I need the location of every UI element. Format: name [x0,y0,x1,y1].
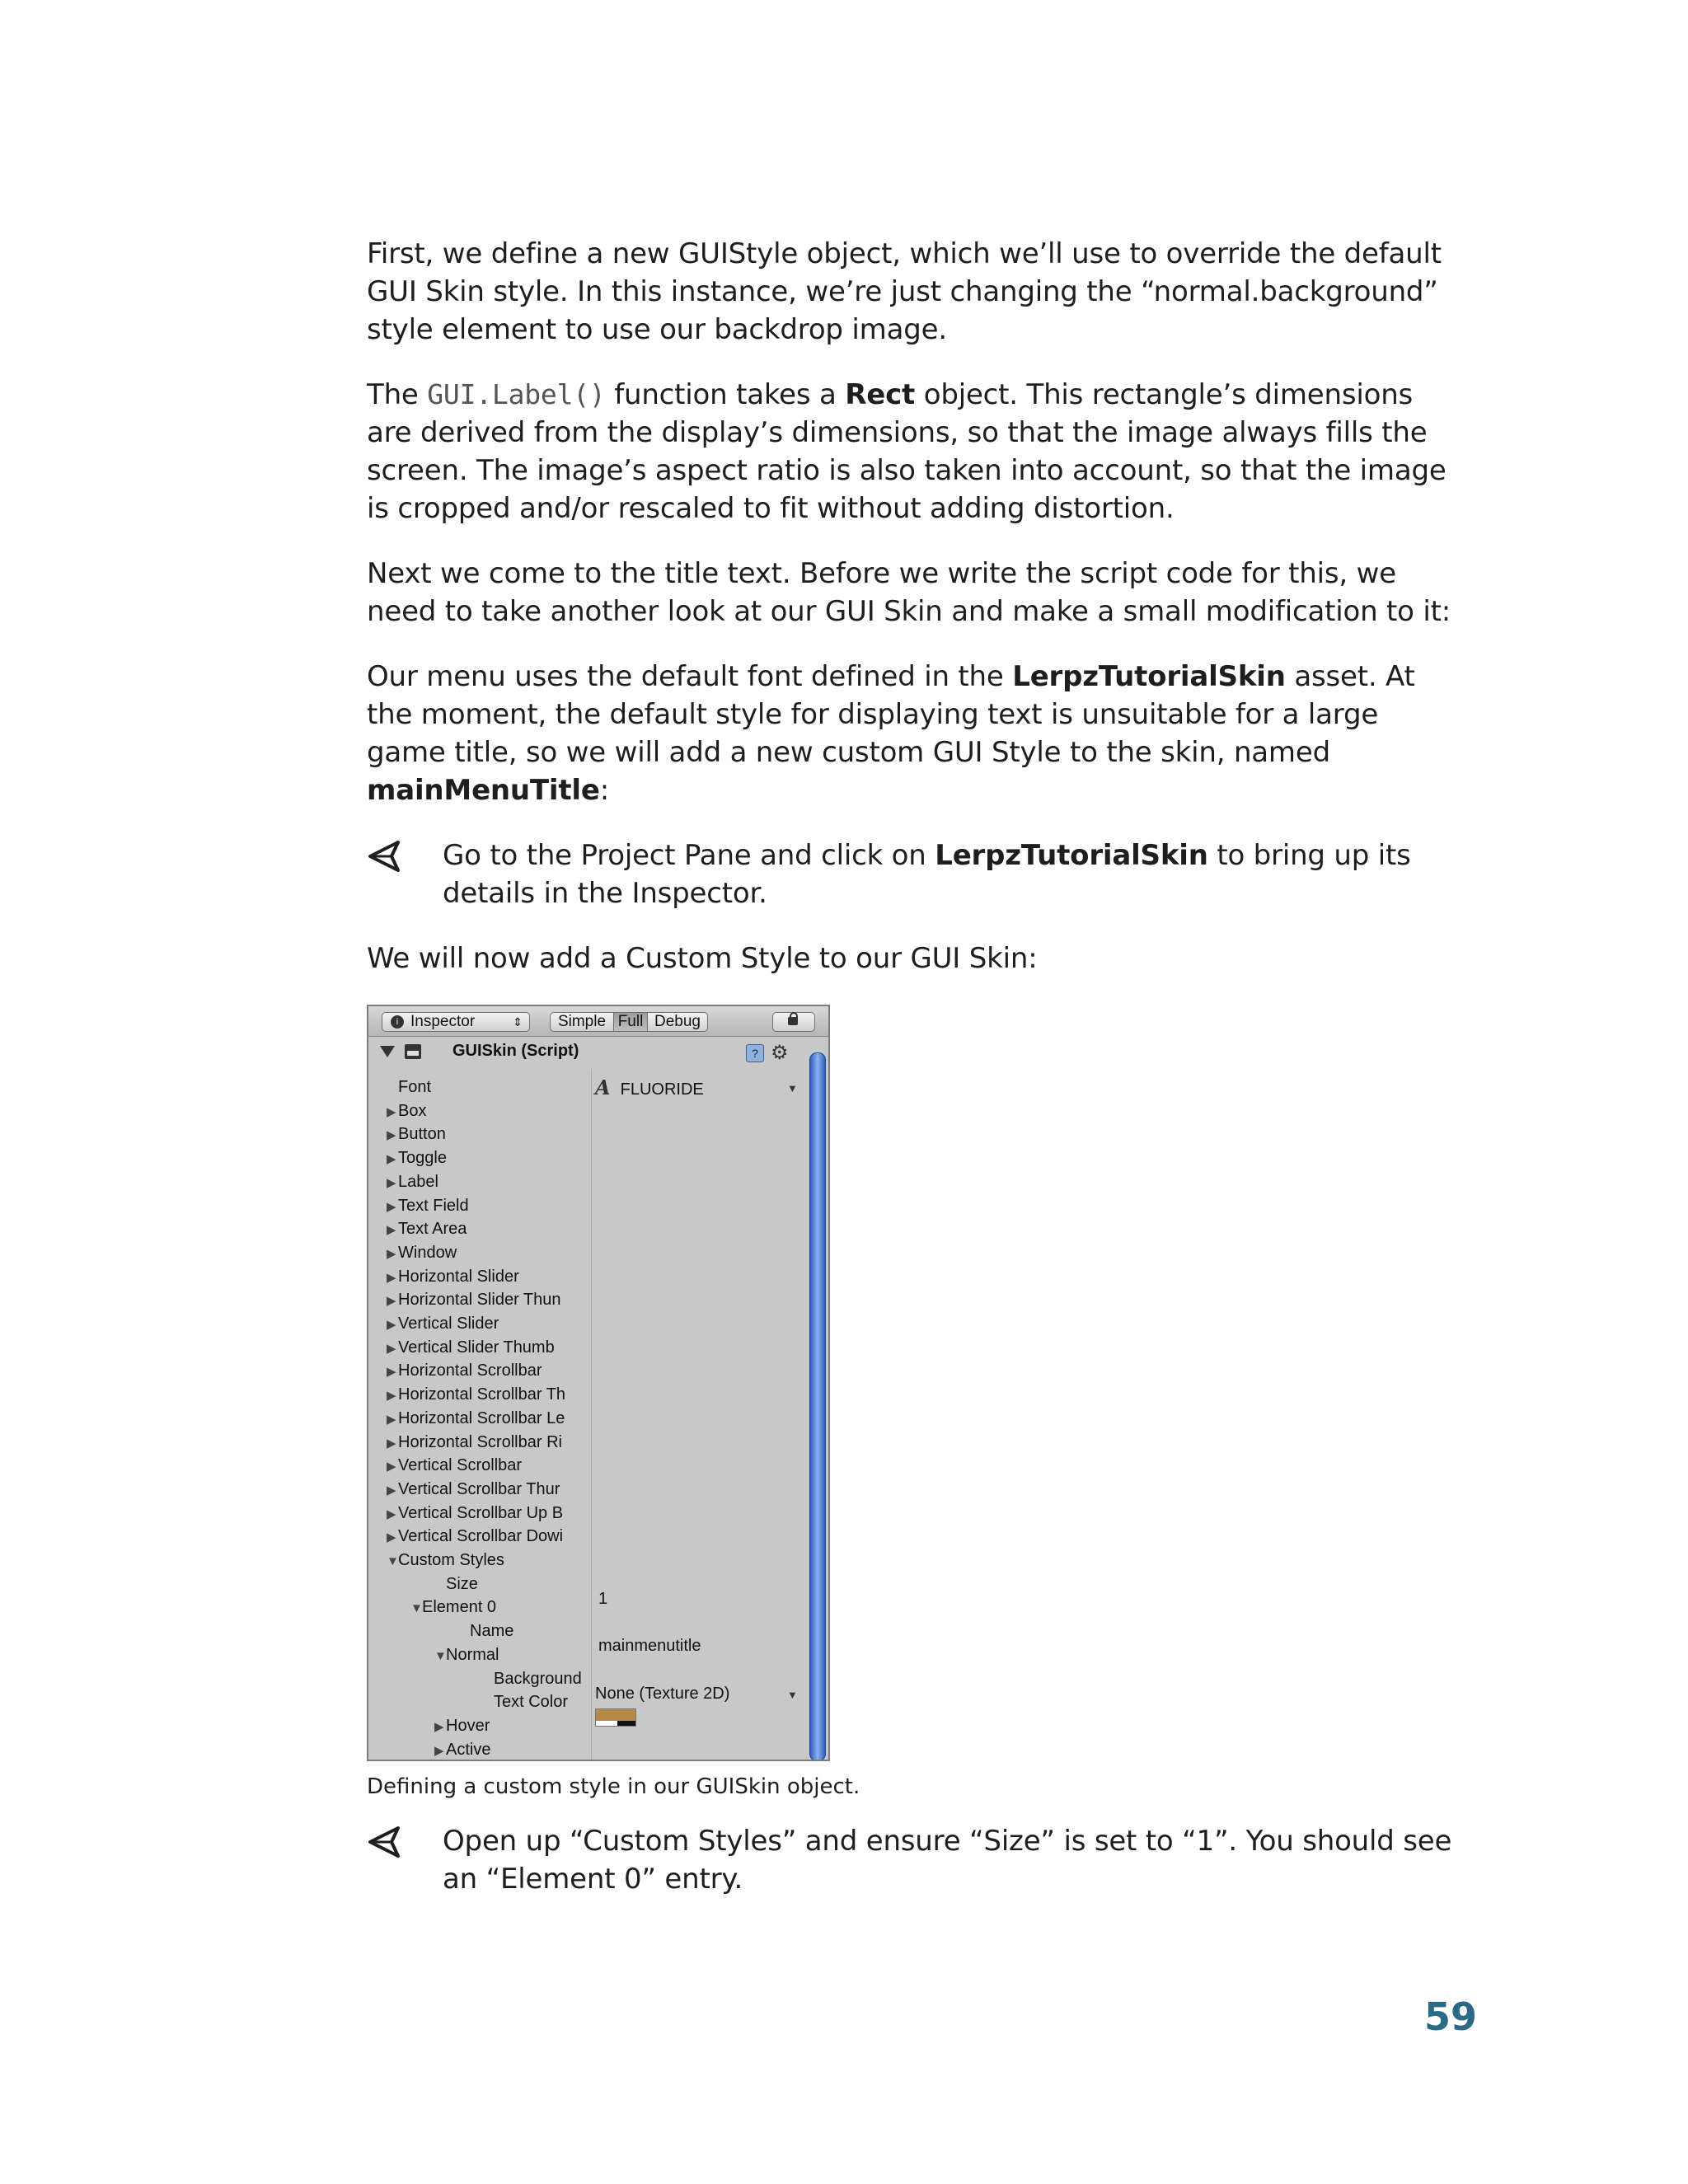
property-label: Name [470,1622,514,1641]
page-number: 59 [1424,1994,1478,2039]
mode-debug-button[interactable]: Debug [647,1012,708,1032]
background-value[interactable]: None (Texture 2D) [595,1685,730,1703]
paragraph-gui-label [367,376,1455,527]
property-label: Label [398,1172,438,1191]
property-label: Box [398,1101,427,1120]
property-row [387,1076,431,1099]
size-value[interactable]: 1 [598,1590,608,1608]
property-label: Horizontal Scrollbar Th [398,1385,566,1404]
foldout-collapsed-icon[interactable]: ▶ [387,1365,396,1380]
foldout-collapsed-icon[interactable]: ▶ [387,1436,396,1451]
property-label: Vertical Scrollbar Up B [398,1503,564,1522]
property-row[interactable] [387,1170,438,1194]
property-label: Window [398,1243,457,1262]
foldout-collapsed-icon[interactable]: ▶ [387,1246,396,1261]
property-row[interactable] [434,1738,490,1761]
foldout-collapsed-icon[interactable]: ▶ [387,1270,396,1285]
property-label: Hover [446,1716,490,1735]
property-row[interactable] [434,1643,499,1667]
info-icon: i [391,1015,404,1029]
mode-full-button[interactable]: Full [613,1012,648,1032]
foldout-collapsed-icon[interactable]: ▶ [387,1507,396,1521]
instruction-custom-styles [367,1822,1455,1898]
text: : [599,774,610,807]
inspector-figure [367,1005,830,1761]
foldout-collapsed-icon[interactable]: ▶ [387,1460,396,1474]
vertical-scrollbar[interactable] [809,1052,826,1761]
paragraph-title-text: Next we come to the title text. Before we write the script code for this, we need to take another look at our GUI Skin and make a small modification to it: [367,557,1451,628]
updown-arrow-icon: ⇕ [513,1015,523,1029]
foldout-collapsed-icon[interactable]: ▶ [387,1530,396,1545]
text: Our menu uses the default font defined in the [367,660,1013,693]
property-row[interactable] [387,1525,563,1549]
bold-skin: LerpzTutorialSkin [1012,660,1286,693]
foldout-collapsed-icon[interactable]: ▶ [387,1223,396,1238]
foldout-expanded-icon[interactable] [380,1046,395,1057]
dropdown-arrow-icon[interactable]: ▼ [787,1082,798,1094]
inspector-toolbar [368,1006,828,1037]
dropdown-arrow-icon[interactable]: ▼ [787,1689,798,1701]
component-title: GUISkin (Script) [452,1042,579,1060]
unity-logo-icon [367,1825,405,1858]
property-label: Font [398,1078,432,1096]
foldout-collapsed-icon[interactable]: ▶ [387,1318,396,1332]
property-label: Button [398,1125,446,1144]
property-label: Horizontal Slider [398,1267,519,1286]
bold-style-name: mainMenuTitle [367,774,600,807]
inspector-panel [367,1005,830,1761]
property-label: Element 0 [422,1598,497,1617]
foldout-collapsed-icon[interactable]: ▶ [387,1412,396,1427]
paragraph-add-custom-style: We will now add a Custom Style to our GUI Skin: [367,942,1038,975]
foldout-expanded-icon[interactable]: ▼ [387,1554,399,1568]
property-row[interactable] [387,1407,565,1431]
property-row[interactable] [387,1454,522,1478]
property-row[interactable] [387,1478,560,1502]
foldout-collapsed-icon[interactable]: ▶ [387,1175,396,1190]
property-row [482,1690,568,1714]
unity-logo-icon [367,840,405,873]
figure-caption: Defining a custom style in our GUISkin object. [367,1774,860,1799]
property-label: Vertical Scrollbar Dowi [398,1527,564,1546]
property-label: Text Color [494,1693,569,1712]
foldout-collapsed-icon[interactable]: ▶ [387,1389,396,1404]
bold-skin: LerpzTutorialSkin [935,839,1208,872]
component-header [368,1036,828,1069]
page-content [367,235,1455,1925]
bold-rect: Rect [845,378,916,411]
property-label: Toggle [398,1149,447,1168]
text: object. This rectangle’s dimensions are derived from the display’s dimensions, so that the image always fills the screen. The image’s aspect ratio is also taken into account, so that the image is cropped and/or rescaled to fit without adding distortion. [367,378,1447,525]
foldout-expanded-icon[interactable]: ▼ [434,1648,447,1663]
foldout-collapsed-icon[interactable]: ▶ [434,1719,444,1734]
property-row[interactable] [410,1596,496,1619]
property-label: Size [446,1574,478,1593]
font-icon: A [595,1076,611,1099]
property-row[interactable] [387,1265,519,1289]
inspector-tab[interactable] [382,1012,530,1032]
property-row [482,1667,582,1691]
script-icon [405,1044,421,1059]
foldout-collapsed-icon[interactable]: ▶ [387,1104,396,1119]
property-row[interactable] [387,1431,562,1455]
property-row[interactable] [387,1217,467,1241]
property-label: Text Area [398,1220,467,1239]
property-row [434,1572,478,1596]
property-row [458,1619,513,1643]
property-row[interactable] [387,1502,563,1526]
text: Open up “Custom Styles” and ensure “Size” is set to “1”. You should see an “Element 0” entry. [443,1825,1452,1896]
font-value-text: FLUORIDE [620,1080,704,1099]
property-row[interactable] [387,1146,447,1170]
property-label: Custom Styles [398,1551,504,1569]
text: Go to the Project Pane and click on [443,839,935,872]
gear-icon[interactable]: ⚙ [771,1042,789,1064]
foldout-collapsed-icon[interactable]: ▶ [434,1743,444,1758]
property-row[interactable] [434,1714,490,1738]
property-label: Horizontal Scrollbar Le [398,1408,565,1427]
text: asset. At the moment, the default style for displaying text is unsuitable for a large game title, so we will add a new custom GUI Style to the skin, named [367,660,1415,769]
property-label: Text Field [398,1196,469,1215]
property-row[interactable] [387,1194,469,1218]
property-label: Horizontal Scrollbar [398,1361,542,1380]
foldout-collapsed-icon[interactable]: ▶ [387,1341,396,1356]
font-value[interactable] [595,1076,704,1099]
property-row[interactable] [387,1549,504,1572]
property-row[interactable] [387,1359,542,1383]
property-label: Horizontal Slider Thun [398,1291,561,1310]
property-label: Horizontal Scrollbar Ri [398,1432,562,1451]
lock-icon [788,1017,798,1025]
lock-button[interactable] [772,1012,815,1032]
foldout-collapsed-icon[interactable]: ▶ [387,1152,396,1167]
property-label: Normal [446,1645,499,1664]
foldout-collapsed-icon[interactable]: ▶ [387,1483,396,1497]
paragraph-menu-font [367,658,1455,809]
property-label: Vertical Scrollbar Thur [398,1479,560,1498]
code-gui-label: GUI.Label() [427,378,606,410]
property-label: Background [494,1669,582,1688]
instruction-project-pane [367,837,1455,912]
property-row[interactable] [387,1099,426,1123]
name-value[interactable]: mainmenutitle [598,1637,701,1655]
property-row[interactable] [387,1383,565,1407]
foldout-collapsed-icon[interactable]: ▶ [387,1199,396,1214]
column-divider [591,1069,592,1761]
text-color-swatch[interactable] [595,1708,636,1727]
foldout-collapsed-icon[interactable]: ▶ [387,1294,396,1309]
property-label: Active [446,1740,491,1759]
help-icon[interactable]: ? [746,1044,764,1062]
text: The [367,378,428,411]
property-label: Vertical Scrollbar [398,1456,523,1475]
paragraph-guistyle: First, we define a new GUIStyle object, which we’ll use to override the default GUI Skin style. In this instance, we’re just changing the “normal.background” style element to use our backdrop image. [367,237,1442,346]
property-row[interactable] [387,1288,561,1312]
text: to bring up its details in the Inspector. [443,839,1411,910]
property-row[interactable] [387,1312,499,1336]
mode-simple-button[interactable]: Simple [550,1012,614,1032]
foldout-expanded-icon[interactable]: ▼ [410,1601,423,1616]
text: function takes a [605,378,846,411]
property-label: Vertical Slider Thumb [398,1338,555,1357]
foldout-collapsed-icon[interactable]: ▶ [387,1128,396,1143]
property-row[interactable] [387,1336,555,1360]
inspector-tab-label: Inspector [410,1013,476,1030]
property-row[interactable] [387,1241,457,1265]
property-label: Vertical Slider [398,1315,499,1333]
property-row[interactable] [387,1122,446,1146]
